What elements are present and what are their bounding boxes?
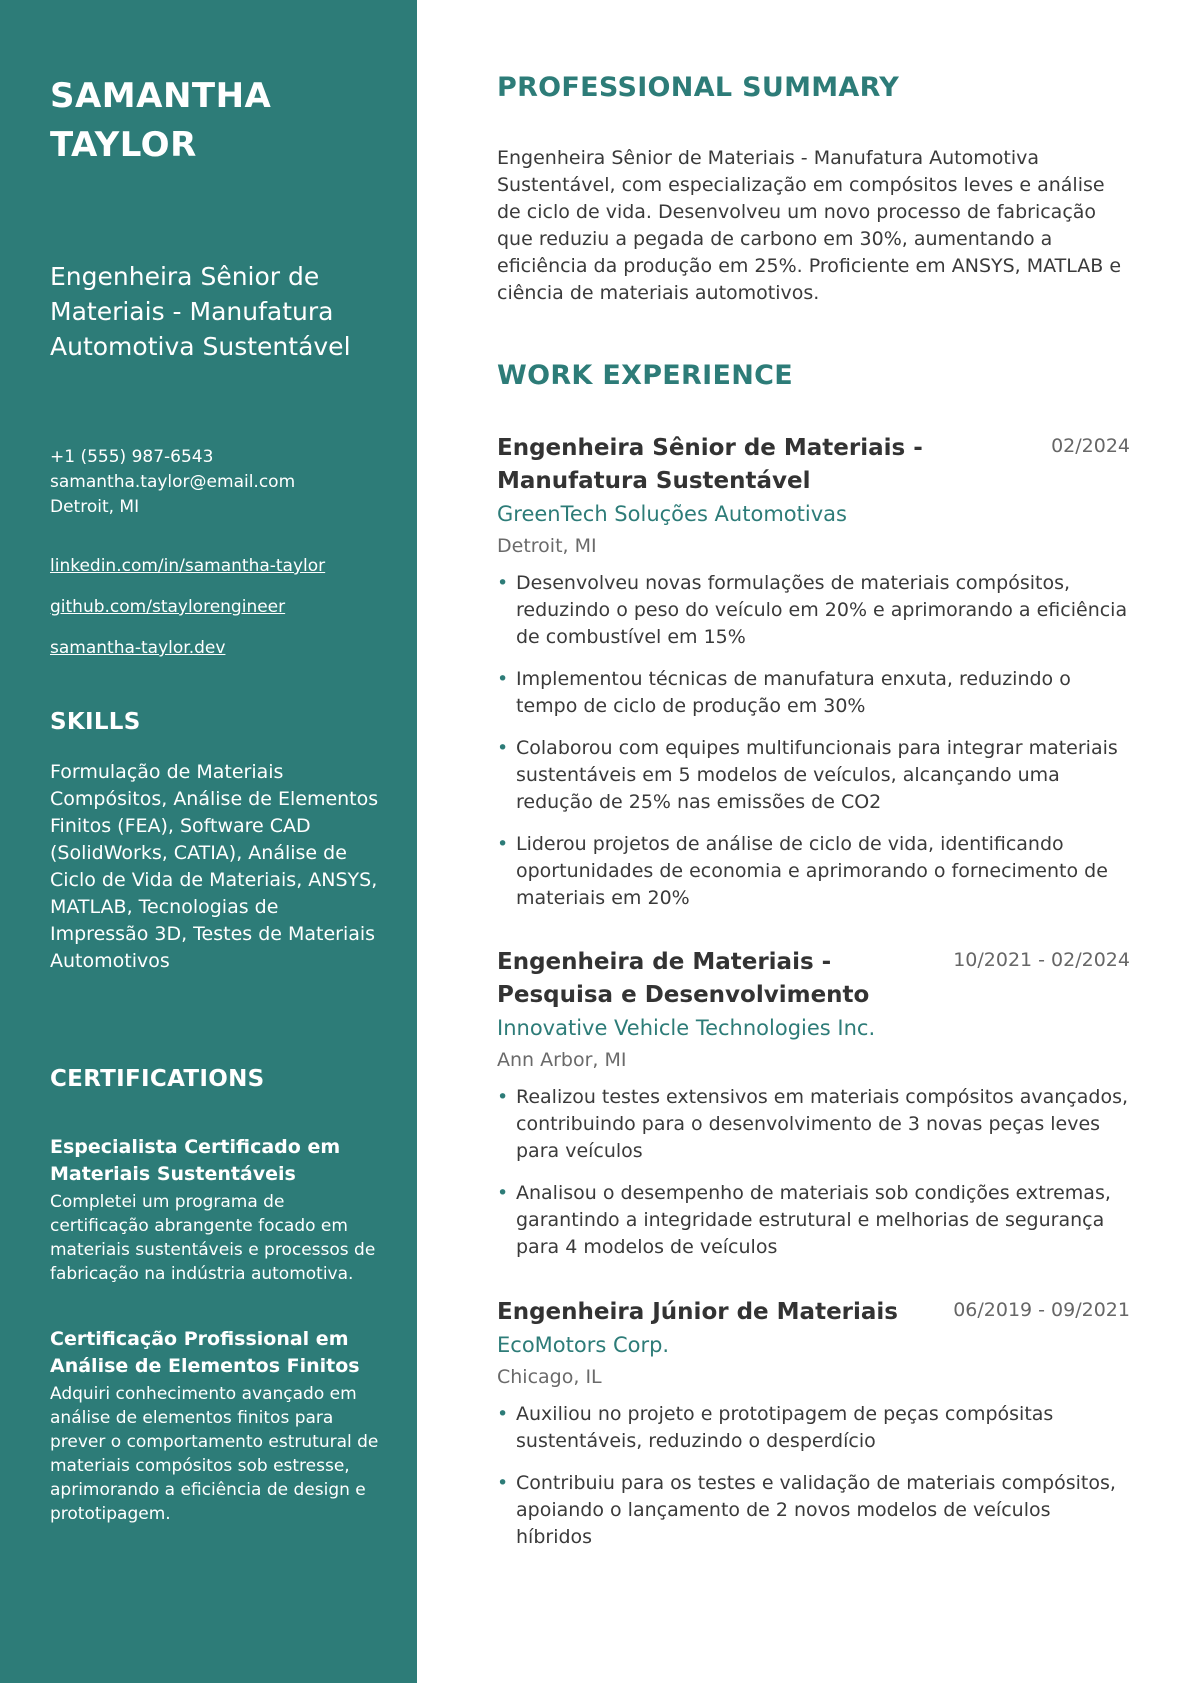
- certification-title: Certificação Profissional em Análise de Elementos Finitos: [50, 1328, 360, 1377]
- summary-text: Engenheira Sênior de Materiais - Manufatura Automotiva Sustentável, com especialização em compósitos leves e análise de ciclo de vida. Desenvolveu um novo processo de fabricação que reduziu a pegada de carbono em 30%, aumentando a eficiência da produção em 25%. Proficiente em ANSYS, MATLAB e ciência de materiais automotivos.: [497, 147, 1122, 304]
- job-company: EcoMotors Corp.: [497, 1333, 670, 1357]
- job-date: 06/2019 - 09/2021: [953, 1299, 1130, 1321]
- phone: +1 (555) 987-6543: [50, 447, 214, 467]
- job-bullet: • Implementou técnicas de manufatura enxuta, reduzindo o tempo de ciclo de produção em 30%: [497, 668, 1071, 717]
- job-bullet: • Desenvolveu novas formulações de materiais compósitos, reduzindo o peso do veículo em 20% e aprimorando a eficiência de combustível em 15%: [497, 572, 1128, 648]
- certification-item: [50, 1134, 380, 1286]
- job-header: [497, 946, 1130, 1012]
- certification-title: Especialista Certificado em Materiais Sustentáveis: [50, 1136, 341, 1185]
- certifications-heading: CERTIFICATIONS: [50, 1066, 265, 1092]
- website-link[interactable]: samantha-taylor.dev: [50, 638, 226, 658]
- certification-description: Adquiri conhecimento avançado em análise de elementos finitos para prever o comportamento estrutural de materiais compósitos sob estresse, aprimorando a eficiência de design e prototipagem.: [50, 1384, 379, 1524]
- github-link[interactable]: github.com/staylorengineer: [50, 597, 286, 617]
- job-title: Engenheira Sênior de Materiais - Manufatura Sustentável: [497, 435, 923, 494]
- skills-heading: SKILLS: [50, 709, 141, 735]
- job-bullet: • Colaborou com equipes multifuncionais para integrar materiais sustentáveis em 5 modelos de veículos, alcançando uma redução de 25% nas emissões de CO2: [497, 737, 1118, 813]
- job-bullet: • Auxiliou no projeto e prototipagem de peças compósitas sustentáveis, reduzindo o desperdício: [497, 1403, 1054, 1452]
- job-bullets: [497, 1401, 1130, 1551]
- bullet-dot-icon: •: [497, 1182, 509, 1204]
- job-bullet: • Realizou testes extensivos em materiais compósitos avançados, contribuindo para o desenvolvimento de 3 novas peças leves para veículos: [497, 1086, 1129, 1162]
- job-location: Detroit, MI: [497, 535, 597, 557]
- job-bullets: [497, 1084, 1130, 1261]
- job-location: Chicago, IL: [497, 1366, 602, 1388]
- linkedin-link[interactable]: linkedin.com/in/samantha-taylor: [50, 556, 326, 576]
- job-bullet: • Liderou projetos de análise de ciclo de vida, identificando oportunidades de economia e aprimorando o fornecimento de materiais em 20%: [497, 833, 1108, 909]
- candidate-name: SAMANTHA TAYLOR: [50, 76, 272, 165]
- bullet-dot-icon: •: [497, 1086, 509, 1108]
- summary-heading: PROFESSIONAL SUMMARY: [497, 72, 900, 103]
- job-date: 02/2024: [1051, 435, 1130, 457]
- experience-heading: WORK EXPERIENCE: [497, 360, 793, 391]
- job-title: Engenheira Júnior de Materiais: [497, 1299, 898, 1325]
- sidebar: [0, 0, 417, 1683]
- job-header: [497, 432, 1130, 498]
- job-title: Engenheira de Materiais - Pesquisa e Desenvolvimento: [497, 949, 870, 1008]
- location: Detroit, MI: [50, 497, 140, 517]
- job-company: GreenTech Soluções Automotivas: [497, 502, 847, 526]
- bullet-dot-icon: •: [497, 1472, 509, 1494]
- job-entry: [497, 946, 1130, 1276]
- bullet-dot-icon: •: [497, 1403, 509, 1425]
- job-bullet: • Contribuiu para os testes e validação de materiais compósitos, apoiando o lançamento de 2 novos modelos de veículos híbridos: [497, 1472, 1116, 1548]
- job-entry: [497, 432, 1130, 927]
- certification-item: [50, 1326, 380, 1526]
- skills-text: Formulação de Materiais Compósitos, Análise de Elementos Finitos (FEA), Software CAD (SolidWorks, CATIA), Análise de Ciclo de Vida de Materiais, ANSYS, MATLAB, Tecnologias de Impressão 3D, Testes de Materiais Automotivos: [50, 761, 379, 972]
- email: samantha.taylor@email.com: [50, 472, 296, 492]
- job-location: Ann Arbor, MI: [497, 1049, 627, 1071]
- job-company: Innovative Vehicle Technologies Inc.: [497, 1016, 876, 1040]
- contact-info: [50, 445, 380, 520]
- bullet-dot-icon: •: [497, 737, 509, 759]
- job-bullets: [497, 570, 1130, 912]
- job-header: [497, 1296, 1130, 1329]
- bullet-dot-icon: •: [497, 668, 509, 690]
- main-content: [417, 0, 1190, 1683]
- profile-links: [50, 554, 390, 677]
- candidate-title: Engenheira Sênior de Materiais - Manufatura Automotiva Sustentável: [50, 262, 351, 361]
- job-bullet: • Analisou o desempenho de materiais sob condições extremas, garantindo a integridade estrutural e melhorias de segurança para 4 modelos de veículos: [497, 1182, 1111, 1258]
- bullet-dot-icon: •: [497, 833, 509, 855]
- job-entry: [497, 1296, 1130, 1566]
- bullet-dot-icon: •: [497, 572, 509, 594]
- certification-description: Completei um programa de certificação abrangente focado em materiais sustentáveis e processos de fabricação na indústria automotiva.: [50, 1192, 376, 1284]
- job-date: 10/2021 - 02/2024: [953, 949, 1130, 971]
